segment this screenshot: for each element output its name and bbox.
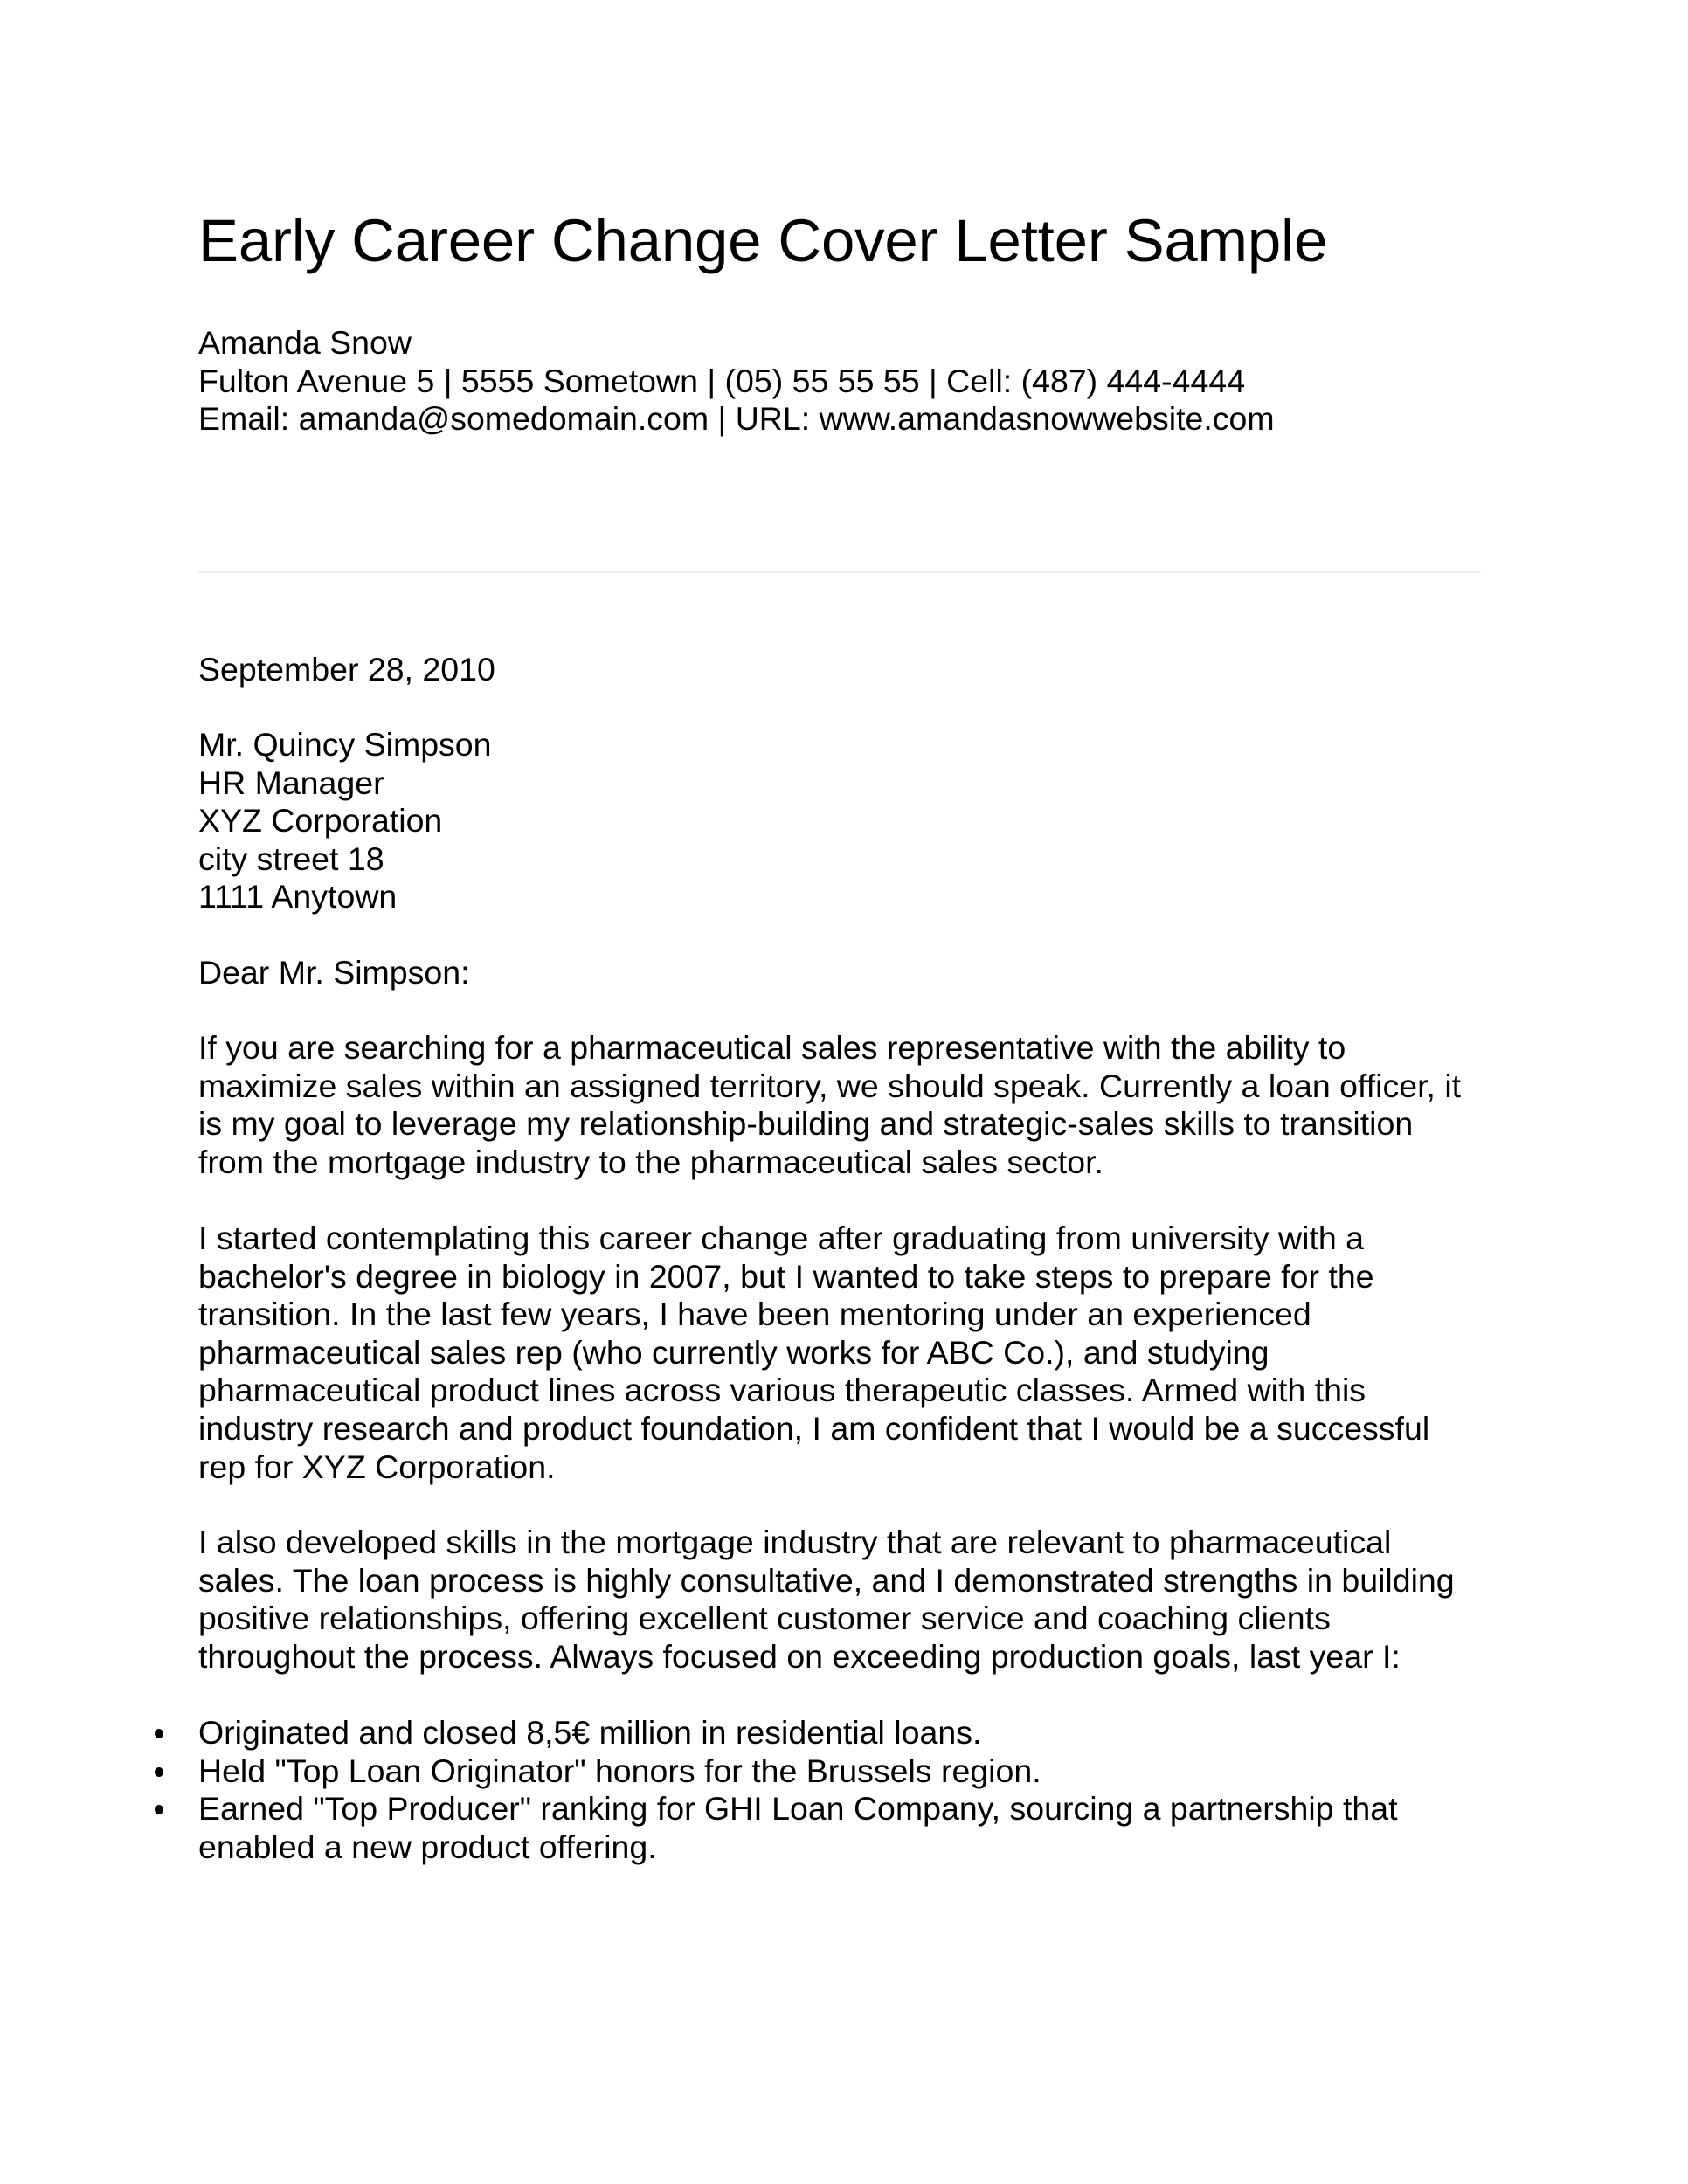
list-item-text: Earned "Top Producer" ranking for GHI Loan Company, sourcing a partnership that — [198, 1790, 1398, 1828]
paragraph-line: pharmaceutical sales rep (who currently works for ABC Co.), and studying — [198, 1333, 1269, 1371]
paragraph-line: I started contemplating this career change after graduating from university with a — [198, 1220, 1365, 1256]
paragraph-line: transition. In the last few years, I have been mentoring under an experienced — [198, 1296, 1311, 1333]
achievements-list — [0, 1714, 1491, 1866]
header-separator — [198, 571, 1481, 573]
bullet-icon — [155, 1767, 163, 1777]
list-item — [0, 1752, 1491, 1791]
paragraph-line: bachelor's degree in biology in 2007, but I wanted to take steps to prepare for the — [198, 1257, 1374, 1295]
recipient-block — [198, 726, 492, 916]
list-item — [0, 1714, 1491, 1752]
list-item-text: enabled a new product offering. — [198, 1828, 657, 1865]
list-item — [0, 1790, 1491, 1866]
paragraph-line: I also developed skills in the mortgage industry that are relevant to pharmaceutical — [198, 1524, 1392, 1560]
paragraph-line: maximize sales within an assigned territory, we should speak. Currently a loan officer, it — [198, 1067, 1462, 1104]
sender-address: Fulton Avenue 5 | 5555 Sometown | (05) 55 55 55 | Cell: (487) 444-4444 — [198, 362, 1246, 399]
paragraph-line: sales. The loan process is highly consultative, and I demonstrated strengths in building — [198, 1561, 1455, 1599]
recipient-street: city street 18 — [198, 840, 384, 877]
list-item-text: Originated and closed 8,5€ million in residential loans. — [198, 1714, 982, 1751]
paragraph-line: pharmaceutical product lines across various therapeutic classes. Armed with this — [198, 1372, 1366, 1409]
recipient-job-title: HR Manager — [198, 764, 384, 801]
recipient-name: Mr. Quincy Simpson — [198, 726, 492, 763]
sender-contact: Email: amanda@somedomain.com | URL: www.amandasnowwebsite.com — [198, 400, 1275, 438]
recipient-city: 1111 Anytown — [198, 878, 398, 916]
paragraph-line: rep for XYZ Corporation. — [198, 1448, 556, 1485]
letter-date: September 28, 2010 — [198, 651, 495, 688]
bullet-icon — [155, 1729, 163, 1738]
document-title: Early Career Change Cover Letter Sample — [198, 207, 1328, 274]
list-item-text: Held "Top Loan Originator" honors for the Brussels region. — [198, 1752, 1041, 1789]
paragraph-line: industry research and product foundation, I am confident that I would be a successful — [198, 1409, 1430, 1447]
salutation: Dear Mr. Simpson: — [198, 954, 470, 991]
sender-block — [198, 324, 1275, 439]
recipient-company: XYZ Corporation — [198, 802, 443, 840]
paragraph-line: is my goal to leverage my relationship-building and strategic-sales skills to transition — [198, 1105, 1414, 1143]
paragraph-line: from the mortgage industry to the pharmaceutical sales sector. — [198, 1143, 1103, 1180]
paragraph-line: If you are searching for a pharmaceutical sales representative with the ability to — [198, 1029, 1346, 1066]
paragraph-skills — [198, 1524, 1491, 1676]
paragraph-line: positive relationships, offering excellent customer service and coaching clients — [198, 1600, 1331, 1637]
paragraph-background — [198, 1220, 1491, 1486]
bullet-icon — [155, 1805, 163, 1814]
paragraph-line: throughout the process. Always focused on exceeding production goals, last year I: — [198, 1637, 1401, 1675]
sender-name: Amanda Snow — [198, 324, 412, 361]
paragraph-intro — [198, 1029, 1491, 1181]
